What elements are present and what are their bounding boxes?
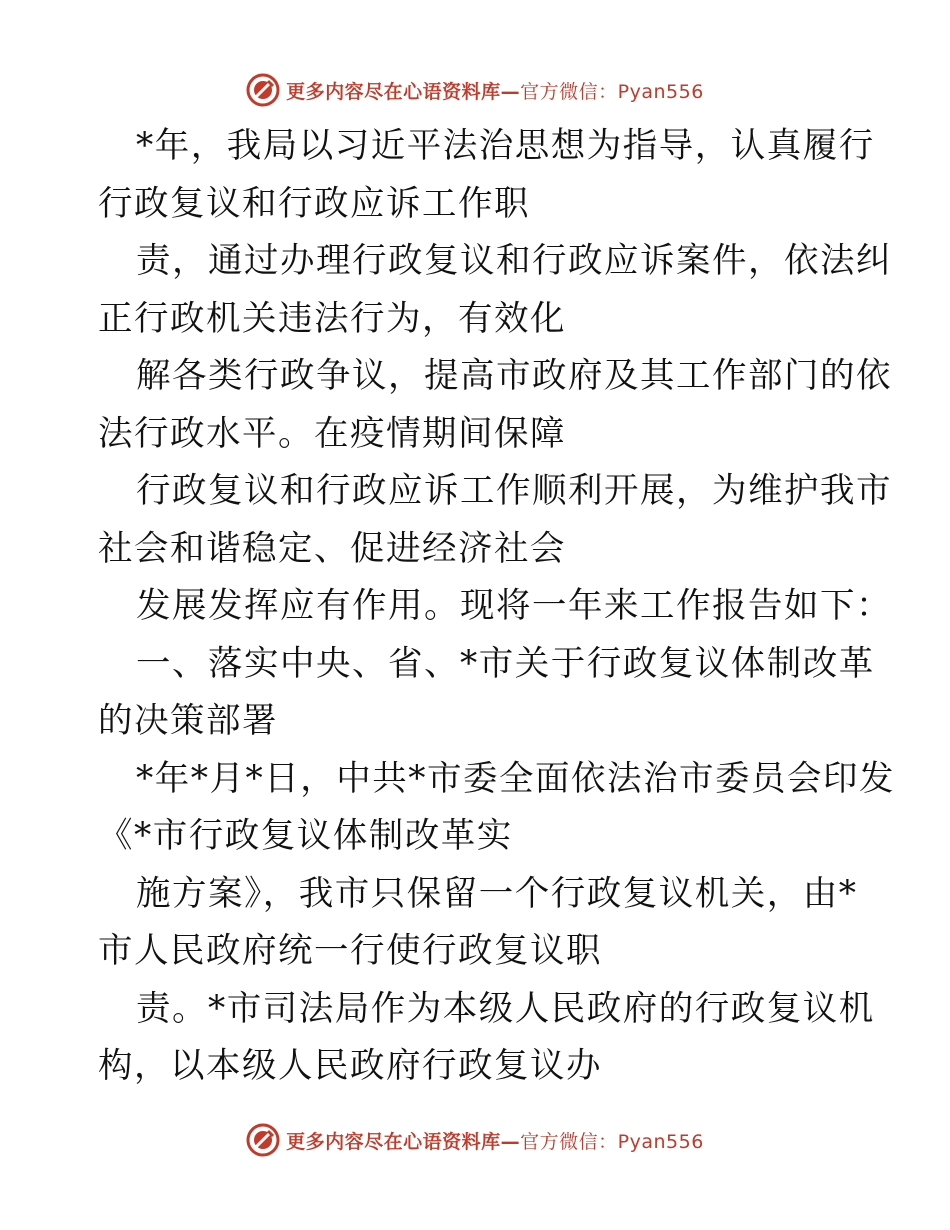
text-line: 行政复议和行政应诉工作顺利开展，为维护我市: [136, 471, 892, 511]
document-body: [98, 118, 895, 1096]
text-line: 构，以本级人民政府行政复议办: [98, 1046, 602, 1086]
text-line: 市人民政府统一行使行政复议职: [98, 931, 602, 971]
text-line: 行政复议和行政应诉工作职: [98, 183, 530, 224]
text-line: 责。*市司法局作为本级人民政府的行政复议机: [136, 988, 875, 1029]
text-line: 《*市行政复议体制改革实: [98, 816, 513, 856]
text-line: *年*月*日，中共*市委全面依法治市委员会印发: [136, 758, 895, 799]
footer-banner: [0, 1120, 950, 1160]
text-line: 的决策部署: [98, 701, 278, 741]
text-line: 正行政机关违法行为，有效化: [98, 298, 566, 339]
logo-icon: [246, 73, 280, 107]
text-line: 施方案》，我市只保留一个行政复议机关，由*: [136, 873, 858, 914]
text-line: 责，通过办理行政复议和行政应诉案件，依法纠: [136, 241, 892, 281]
header-banner: [0, 70, 950, 110]
text-line: 法行政水平。在疫情期间保障: [98, 413, 566, 454]
text-line: *年，我局以习近平法治思想为指导，认真履行: [136, 126, 875, 166]
text-line: 一、落实中央、省、*市关于行政复议体制改革: [136, 643, 875, 684]
text-line: 社会和谐稳定、促进经济社会: [98, 528, 566, 569]
text-line: 发展发挥应有作用。现将一年来工作报告如下：: [136, 586, 892, 626]
text-line: 解各类行政争议，提高市政府及其工作部门的依: [136, 356, 892, 396]
logo-icon: [246, 1123, 280, 1157]
banner-text: 更多内容尽在心语资料库—官方微信：Pyan556: [286, 80, 704, 103]
banner-text: 更多内容尽在心语资料库—官方微信：Pyan556: [286, 1130, 704, 1153]
